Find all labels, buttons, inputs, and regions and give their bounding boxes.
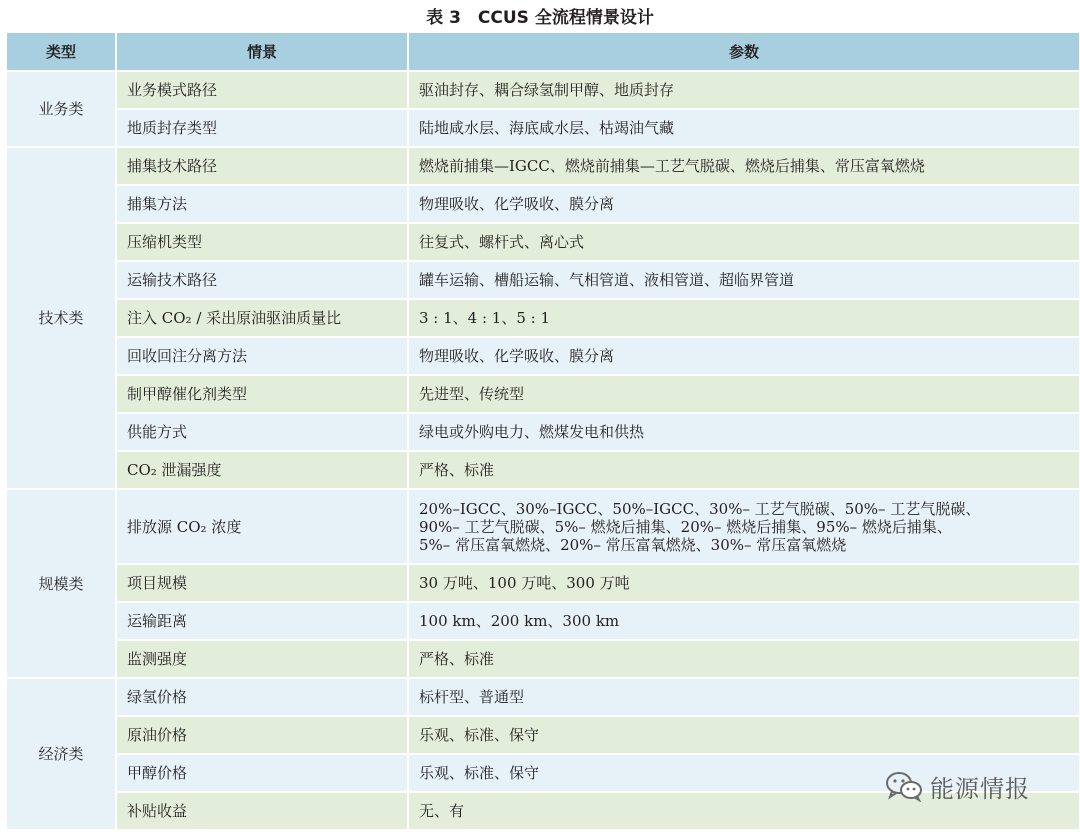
table-row	[7, 72, 1079, 110]
params-cell	[409, 338, 1079, 376]
table-row	[7, 641, 1079, 679]
params-cell	[409, 262, 1079, 300]
params-cell	[409, 679, 1079, 717]
scenario-cell: 排放源 CO₂ 浓度	[117, 490, 409, 565]
params-line: 5%– 常压富氧燃烧、20%– 常压富氧燃烧、30%– 常压富氧燃烧	[419, 535, 847, 554]
params-cell	[409, 72, 1079, 110]
table-row	[7, 186, 1079, 224]
params-line: 往复式、螺杆式、离心式	[419, 233, 585, 251]
header-type: 类型	[7, 33, 117, 72]
params-cell	[409, 376, 1079, 414]
table-row	[7, 452, 1079, 490]
params-cell	[409, 148, 1079, 186]
params-line: 乐观、标准、保守	[419, 726, 540, 744]
category-cell: 技术类	[7, 148, 117, 490]
table-row	[7, 603, 1079, 641]
table-row	[7, 224, 1079, 262]
ccus-scenario-table	[7, 33, 1079, 831]
wechat-icon	[884, 770, 924, 802]
params-cell	[409, 224, 1079, 262]
category-cell: 经济类	[7, 679, 117, 831]
category-cell: 规模类	[7, 490, 117, 679]
params-line: 3 : 1、4 : 1、5 : 1	[419, 309, 551, 327]
scenario-cell: 监测强度	[117, 641, 409, 679]
params-line: 物理吸收、化学吸收、膜分离	[419, 347, 615, 365]
scenario-cell: 甲醇价格	[117, 755, 409, 793]
params-cell	[409, 186, 1079, 224]
header-params: 参数	[409, 33, 1079, 72]
scenario-cell: 注入 CO₂ / 采出原油驱油质量比	[117, 300, 409, 338]
scenario-cell: 压缩机类型	[117, 224, 409, 262]
scenario-cell: 项目规模	[117, 565, 409, 603]
params-line: 燃烧前捕集—IGCC、燃烧前捕集—工艺气脱碳、燃烧后捕集、常压富氧燃烧	[419, 157, 925, 175]
table-row	[7, 717, 1079, 755]
params-line: 无、有	[419, 802, 465, 820]
params-cell	[409, 717, 1079, 755]
params-line: 标杆型、普通型	[419, 688, 525, 706]
header-row	[7, 33, 1079, 72]
params-line: 绿电或外购电力、燃煤发电和供热	[419, 423, 645, 441]
scenario-cell: 业务模式路径	[117, 72, 409, 110]
scenario-cell: 运输距离	[117, 603, 409, 641]
params-cell	[409, 603, 1079, 641]
params-line: 严格、标准	[419, 461, 495, 479]
table-row	[7, 679, 1079, 717]
scenario-cell: 捕集方法	[117, 186, 409, 224]
params-cell	[409, 452, 1079, 490]
scenario-cell: 捕集技术路径	[117, 148, 409, 186]
params-line: 罐车运输、槽船运输、气相管道、液相管道、超临界管道	[419, 271, 795, 289]
table-row	[7, 262, 1079, 300]
scenario-cell: 制甲醇催化剂类型	[117, 376, 409, 414]
scenario-cell: CO₂ 泄漏强度	[117, 452, 409, 490]
params-cell	[409, 300, 1079, 338]
params-line: 乐观、标准、保守	[419, 764, 540, 782]
header-scenario: 情景	[117, 33, 409, 72]
table-row	[7, 338, 1079, 376]
scenario-cell: 补贴收益	[117, 793, 409, 831]
scenario-cell: 原油价格	[117, 717, 409, 755]
table-caption: 表 3 CCUS 全流程情景设计	[426, 8, 654, 28]
params-cell	[409, 490, 1079, 565]
category-cell: 业务类	[7, 72, 117, 148]
params-line: 100 km、200 km、300 km	[419, 612, 620, 630]
table-row	[7, 110, 1079, 148]
watermark-text: 能源情报	[930, 774, 1030, 803]
params-cell	[409, 110, 1079, 148]
params-line: 陆地咸水层、海底咸水层、枯竭油气藏	[419, 119, 675, 137]
params-cell	[409, 414, 1079, 452]
params-cell	[409, 641, 1079, 679]
params-line: 先进型、传统型	[419, 385, 525, 403]
table-row	[7, 300, 1079, 338]
table-row	[7, 376, 1079, 414]
scenario-cell: 运输技术路径	[117, 262, 409, 300]
scenario-cell: 地质封存类型	[117, 110, 409, 148]
params-line: 90%– 工艺气脱碳、5%– 燃烧后捕集、20%– 燃烧后捕集、95%– 燃烧后捕集、	[419, 517, 952, 536]
table-row	[7, 565, 1079, 603]
table-row	[7, 490, 1079, 565]
scenario-cell: 回收回注分离方法	[117, 338, 409, 376]
params-line: 驱油封存、耦合绿氢制甲醇、地质封存	[419, 81, 675, 99]
scenario-cell: 供能方式	[117, 414, 409, 452]
params-line: 20%–IGCC、30%–IGCC、50%–IGCC、30%– 工艺气脱碳、50%– 工艺气脱碳、	[419, 499, 981, 518]
params-line: 物理吸收、化学吸收、膜分离	[419, 195, 615, 213]
watermark	[884, 766, 1030, 806]
table-row	[7, 414, 1079, 452]
scenario-cell: 绿氢价格	[117, 679, 409, 717]
params-cell	[409, 565, 1079, 603]
table-row	[7, 148, 1079, 186]
params-line: 30 万吨、100 万吨、300 万吨	[419, 574, 630, 592]
params-line: 严格、标准	[419, 650, 495, 668]
